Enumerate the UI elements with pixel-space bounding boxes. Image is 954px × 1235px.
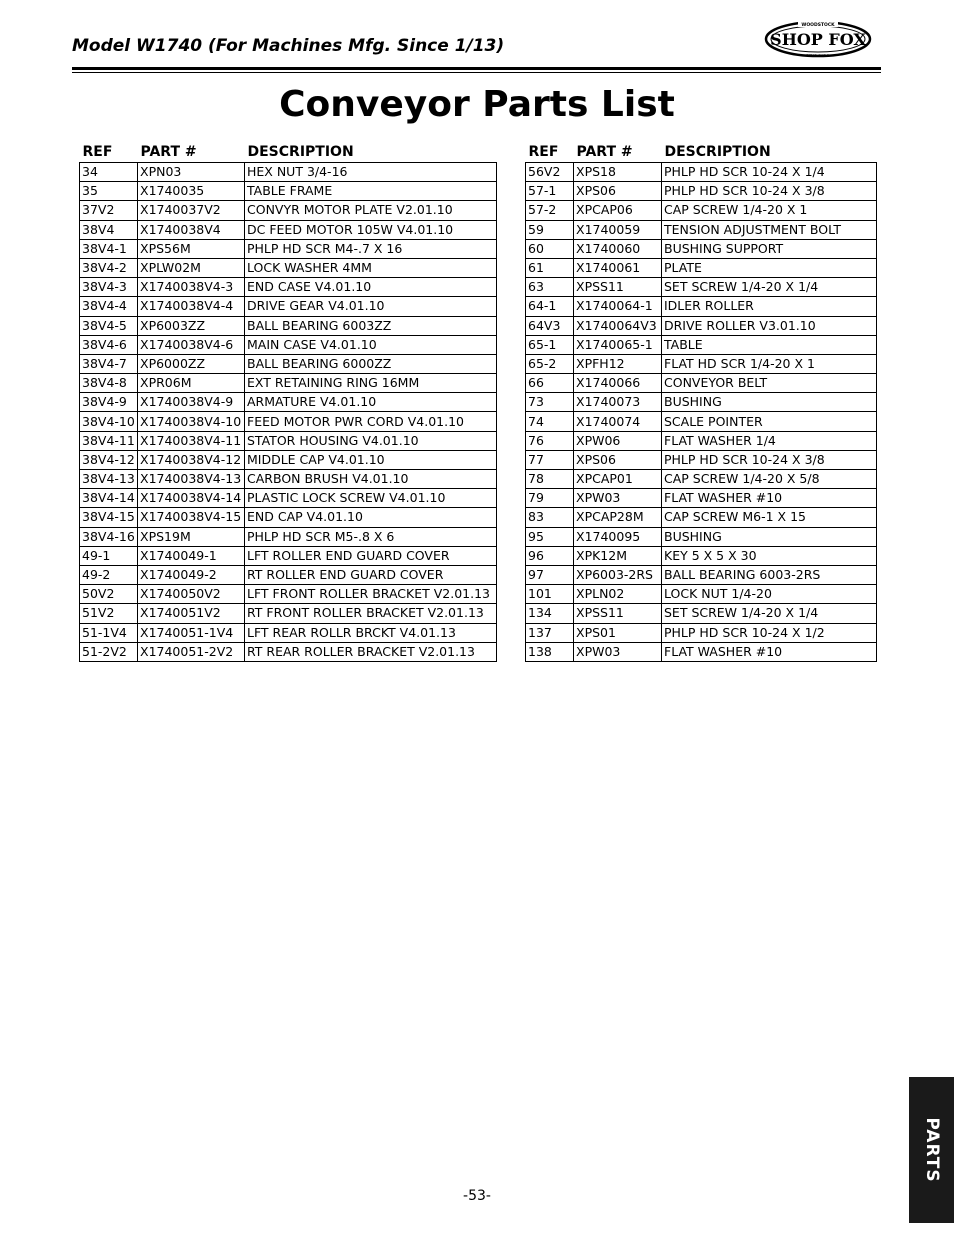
parts-table-right xyxy=(525,141,877,662)
ref-cell: 66 xyxy=(526,374,574,393)
description-cell: BALL BEARING 6003-2RS xyxy=(662,565,877,584)
description-cell: SET SCREW 1/4-20 X 1/4 xyxy=(662,278,877,297)
table-row xyxy=(526,374,877,393)
description-cell: FLAT WASHER #10 xyxy=(662,489,877,508)
ref-cell: 51V2 xyxy=(80,604,138,623)
part-number-cell: XPS01 xyxy=(574,623,662,642)
logo-text: SHOP FOX xyxy=(770,30,866,49)
description-cell: PHLP HD SCR 10-24 X 3/8 xyxy=(662,450,877,469)
ref-cell: 38V4-11 xyxy=(80,431,138,450)
table-row xyxy=(526,239,877,258)
description-cell: DRIVE GEAR V4.01.10 xyxy=(245,297,497,316)
table-row xyxy=(80,182,497,201)
description-cell: BALL BEARING 6003ZZ xyxy=(245,316,497,335)
part-number-cell: XPK12M xyxy=(574,546,662,565)
description-cell: PHLP HD SCR 10-24 X 1/4 xyxy=(662,163,877,182)
table-row xyxy=(80,163,497,182)
ref-cell: 38V4-10 xyxy=(80,412,138,431)
table-row xyxy=(80,316,497,335)
description-cell: PLASTIC LOCK SCREW V4.01.10 xyxy=(245,489,497,508)
description-cell: STATOR HOUSING V4.01.10 xyxy=(245,431,497,450)
table-row xyxy=(80,508,497,527)
table-row xyxy=(526,585,877,604)
part-number-cell: X1740051-1V4 xyxy=(138,623,245,642)
table-row xyxy=(80,239,497,258)
ref-cell: 56V2 xyxy=(526,163,574,182)
description-cell: LOCK NUT 1/4-20 xyxy=(662,585,877,604)
description-cell: TABLE xyxy=(662,335,877,354)
table-row xyxy=(526,623,877,642)
ref-cell: 138 xyxy=(526,642,574,661)
ref-cell: 38V4-15 xyxy=(80,508,138,527)
ref-cell: 38V4-9 xyxy=(80,393,138,412)
ref-cell: 78 xyxy=(526,470,574,489)
part-number-cell: X1740065-1 xyxy=(574,335,662,354)
table-row xyxy=(526,393,877,412)
table-row xyxy=(526,642,877,661)
header-rule-thin xyxy=(72,72,881,73)
description-cell: ARMATURE V4.01.10 xyxy=(245,393,497,412)
table-row xyxy=(80,412,497,431)
part-number-cell: XPFH12 xyxy=(574,354,662,373)
ref-cell: 77 xyxy=(526,450,574,469)
description-cell: MIDDLE CAP V4.01.10 xyxy=(245,450,497,469)
ref-cell: 38V4-2 xyxy=(80,258,138,277)
ref-cell: 63 xyxy=(526,278,574,297)
table-row xyxy=(526,335,877,354)
description-cell: MAIN CASE V4.01.10 xyxy=(245,335,497,354)
description-cell: PLATE xyxy=(662,258,877,277)
table-row xyxy=(80,201,497,220)
description-cell: RT FRONT ROLLER BRACKET V2.01.13 xyxy=(245,604,497,623)
part-number-cell: X1740038V4-4 xyxy=(138,297,245,316)
part-number-cell: XPLN02 xyxy=(574,585,662,604)
table-row xyxy=(526,565,877,584)
table-row xyxy=(80,642,497,661)
ref-cell: 35 xyxy=(80,182,138,201)
table-row xyxy=(80,258,497,277)
ref-cell: 34 xyxy=(80,163,138,182)
table-header-row xyxy=(526,141,877,163)
ref-cell: 51-2V2 xyxy=(80,642,138,661)
part-number-cell: XPS56M xyxy=(138,239,245,258)
ref-cell: 50V2 xyxy=(80,585,138,604)
description-cell: CAP SCREW M6-1 X 15 xyxy=(662,508,877,527)
part-number-cell: X1740051-2V2 xyxy=(138,642,245,661)
part-number-cell: X1740038V4-9 xyxy=(138,393,245,412)
ref-cell: 38V4-1 xyxy=(80,239,138,258)
description-cell: CONVYR MOTOR PLATE V2.01.10 xyxy=(245,201,497,220)
part-number-cell: X1740064-1 xyxy=(574,297,662,316)
model-title: Model W1740 (For Machines Mfg. Since 1/13) xyxy=(72,36,505,56)
table-row xyxy=(526,604,877,623)
part-number-cell: X1740064V3 xyxy=(574,316,662,335)
column-header-description: DESCRIPTION xyxy=(247,143,354,160)
description-cell: LFT REAR ROLLR BRCKT V4.01.13 xyxy=(245,623,497,642)
part-number-cell: X1740038V4-10 xyxy=(138,412,245,431)
description-cell: DRIVE ROLLER V3.01.10 xyxy=(662,316,877,335)
part-number-cell: X1740074 xyxy=(574,412,662,431)
description-cell: HEX NUT 3/4-16 xyxy=(245,163,497,182)
description-cell: PHLP HD SCR M4-.7 X 16 xyxy=(245,239,497,258)
part-number-cell: XPW03 xyxy=(574,642,662,661)
description-cell: LFT FRONT ROLLER BRACKET V2.01.13 xyxy=(245,585,497,604)
part-number-cell: X1740038V4-13 xyxy=(138,470,245,489)
logo-top-text: WOODSTOCK xyxy=(801,23,835,28)
description-cell: FLAT WASHER 1/4 xyxy=(662,431,877,450)
part-number-cell: XPSS11 xyxy=(574,604,662,623)
table-row xyxy=(526,431,877,450)
parts-tab-label: PARTS xyxy=(921,1117,942,1183)
part-number-cell: X1740073 xyxy=(574,393,662,412)
table-row xyxy=(526,354,877,373)
description-cell: BALL BEARING 6000ZZ xyxy=(245,354,497,373)
table-header-row xyxy=(80,141,497,163)
part-number-cell: X1740037V2 xyxy=(138,201,245,220)
ref-cell: 38V4-12 xyxy=(80,450,138,469)
part-number-cell: X1740038V4-6 xyxy=(138,335,245,354)
logo-bottom-text: INTERNATIONAL xyxy=(805,53,831,57)
description-cell: END CASE V4.01.10 xyxy=(245,278,497,297)
ref-cell: 95 xyxy=(526,527,574,546)
part-number-cell: X1740038V4-12 xyxy=(138,450,245,469)
part-number-cell: X1740049-2 xyxy=(138,565,245,584)
table-row xyxy=(80,220,497,239)
table-row xyxy=(526,508,877,527)
part-number-cell: X1740060 xyxy=(574,239,662,258)
description-cell: RT ROLLER END GUARD COVER xyxy=(245,565,497,584)
table-row xyxy=(80,565,497,584)
description-cell: BUSHING xyxy=(662,393,877,412)
column-header-ref: REF xyxy=(82,143,113,160)
ref-cell: 64V3 xyxy=(526,316,574,335)
table-row xyxy=(80,354,497,373)
ref-cell: 65-1 xyxy=(526,335,574,354)
description-cell: CAP SCREW 1/4-20 X 1 xyxy=(662,201,877,220)
description-cell: CARBON BRUSH V4.01.10 xyxy=(245,470,497,489)
table-row xyxy=(526,546,877,565)
table-row xyxy=(526,278,877,297)
part-number-cell: X1740095 xyxy=(574,527,662,546)
part-number-cell: X1740050V2 xyxy=(138,585,245,604)
table-row xyxy=(80,546,497,565)
part-number-cell: X1740038V4 xyxy=(138,220,245,239)
description-cell: LOCK WASHER 4MM xyxy=(245,258,497,277)
table-row xyxy=(80,297,497,316)
table-row xyxy=(526,182,877,201)
description-cell: DC FEED MOTOR 105W V4.01.10 xyxy=(245,220,497,239)
table-row xyxy=(80,278,497,297)
description-cell: FLAT WASHER #10 xyxy=(662,642,877,661)
table-row xyxy=(80,393,497,412)
ref-cell: 38V4-7 xyxy=(80,354,138,373)
part-number-cell: XP6003ZZ xyxy=(138,316,245,335)
part-number-cell: XPR06M xyxy=(138,374,245,393)
page-title: Conveyor Parts List xyxy=(279,84,675,125)
part-number-cell: XP6000ZZ xyxy=(138,354,245,373)
part-number-cell: X1740051V2 xyxy=(138,604,245,623)
ref-cell: 59 xyxy=(526,220,574,239)
part-number-cell: X1740035 xyxy=(138,182,245,201)
table-row xyxy=(526,527,877,546)
ref-cell: 73 xyxy=(526,393,574,412)
header-rule xyxy=(72,67,881,70)
column-header-part: PART # xyxy=(140,143,197,160)
ref-cell: 49-2 xyxy=(80,565,138,584)
ref-cell: 57-2 xyxy=(526,201,574,220)
part-number-cell: XPS18 xyxy=(574,163,662,182)
table-row xyxy=(80,604,497,623)
part-number-cell: XPS06 xyxy=(574,182,662,201)
table-row xyxy=(526,163,877,182)
part-number-cell: XPN03 xyxy=(138,163,245,182)
table-row xyxy=(80,450,497,469)
ref-cell: 61 xyxy=(526,258,574,277)
part-number-cell: X1740038V4-15 xyxy=(138,508,245,527)
ref-cell: 64-1 xyxy=(526,297,574,316)
parts-table-left xyxy=(79,141,497,662)
ref-cell: 83 xyxy=(526,508,574,527)
description-cell: BUSHING SUPPORT xyxy=(662,239,877,258)
table-row xyxy=(80,585,497,604)
ref-cell: 76 xyxy=(526,431,574,450)
table-row xyxy=(80,335,497,354)
description-cell: BUSHING xyxy=(662,527,877,546)
ref-cell: 101 xyxy=(526,585,574,604)
column-header-ref: REF xyxy=(528,143,559,160)
ref-cell: 134 xyxy=(526,604,574,623)
part-number-cell: X1740061 xyxy=(574,258,662,277)
page-number: -53- xyxy=(463,1188,491,1204)
ref-cell: 38V4-13 xyxy=(80,470,138,489)
part-number-cell: X1740059 xyxy=(574,220,662,239)
table-row xyxy=(80,431,497,450)
table-row xyxy=(526,220,877,239)
description-cell: SET SCREW 1/4-20 X 1/4 xyxy=(662,604,877,623)
ref-cell: 60 xyxy=(526,239,574,258)
table-row xyxy=(526,258,877,277)
description-cell: PHLP HD SCR 10-24 X 3/8 xyxy=(662,182,877,201)
description-cell: SCALE POINTER xyxy=(662,412,877,431)
ref-cell: 96 xyxy=(526,546,574,565)
ref-cell: 49-1 xyxy=(80,546,138,565)
part-number-cell: XPCAP28M xyxy=(574,508,662,527)
column-header-description: DESCRIPTION xyxy=(664,143,771,160)
description-cell: CONVEYOR BELT xyxy=(662,374,877,393)
description-cell: EXT RETAINING RING 16MM xyxy=(245,374,497,393)
description-cell: RT REAR ROLLER BRACKET V2.01.13 xyxy=(245,642,497,661)
part-number-cell: XPW06 xyxy=(574,431,662,450)
ref-cell: 38V4 xyxy=(80,220,138,239)
description-cell: PHLP HD SCR 10-24 X 1/2 xyxy=(662,623,877,642)
table-row xyxy=(80,470,497,489)
part-number-cell: XPSS11 xyxy=(574,278,662,297)
table-row xyxy=(80,489,497,508)
table-row xyxy=(526,316,877,335)
table-row xyxy=(80,374,497,393)
ref-cell: 38V4-16 xyxy=(80,527,138,546)
description-cell: PHLP HD SCR M5-.8 X 6 xyxy=(245,527,497,546)
ref-cell: 38V4-5 xyxy=(80,316,138,335)
part-number-cell: X1740049-1 xyxy=(138,546,245,565)
part-number-cell: X1740038V4-14 xyxy=(138,489,245,508)
description-cell: TENSION ADJUSTMENT BOLT xyxy=(662,220,877,239)
column-header-part: PART # xyxy=(576,143,633,160)
shop-fox-logo xyxy=(764,19,872,59)
ref-cell: 74 xyxy=(526,412,574,431)
table-row xyxy=(526,489,877,508)
ref-cell: 37V2 xyxy=(80,201,138,220)
description-cell: LFT ROLLER END GUARD COVER xyxy=(245,546,497,565)
description-cell: CAP SCREW 1/4-20 X 5/8 xyxy=(662,470,877,489)
part-number-cell: XPS06 xyxy=(574,450,662,469)
part-number-cell: XPCAP01 xyxy=(574,470,662,489)
ref-cell: 57-1 xyxy=(526,182,574,201)
part-number-cell: X1740038V4-11 xyxy=(138,431,245,450)
description-cell: END CAP V4.01.10 xyxy=(245,508,497,527)
part-number-cell: X1740038V4-3 xyxy=(138,278,245,297)
ref-cell: 38V4-14 xyxy=(80,489,138,508)
description-cell: FEED MOTOR PWR CORD V4.01.10 xyxy=(245,412,497,431)
part-number-cell: XP6003-2RS xyxy=(574,565,662,584)
description-cell: TABLE FRAME xyxy=(245,182,497,201)
table-row xyxy=(80,527,497,546)
ref-cell: 38V4-3 xyxy=(80,278,138,297)
description-cell: KEY 5 X 5 X 30 xyxy=(662,546,877,565)
part-number-cell: XPCAP06 xyxy=(574,201,662,220)
table-row xyxy=(526,470,877,489)
part-number-cell: XPS19M xyxy=(138,527,245,546)
part-number-cell: XPLW02M xyxy=(138,258,245,277)
ref-cell: 137 xyxy=(526,623,574,642)
description-cell: FLAT HD SCR 1/4-20 X 1 xyxy=(662,354,877,373)
table-row xyxy=(80,623,497,642)
part-number-cell: X1740066 xyxy=(574,374,662,393)
table-row xyxy=(526,297,877,316)
ref-cell: 79 xyxy=(526,489,574,508)
ref-cell: 38V4-8 xyxy=(80,374,138,393)
ref-cell: 65-2 xyxy=(526,354,574,373)
part-number-cell: XPW03 xyxy=(574,489,662,508)
ref-cell: 38V4-4 xyxy=(80,297,138,316)
table-row xyxy=(526,412,877,431)
ref-cell: 51-1V4 xyxy=(80,623,138,642)
description-cell: IDLER ROLLER xyxy=(662,297,877,316)
ref-cell: 38V4-6 xyxy=(80,335,138,354)
table-row xyxy=(526,201,877,220)
table-row xyxy=(526,450,877,469)
ref-cell: 97 xyxy=(526,565,574,584)
